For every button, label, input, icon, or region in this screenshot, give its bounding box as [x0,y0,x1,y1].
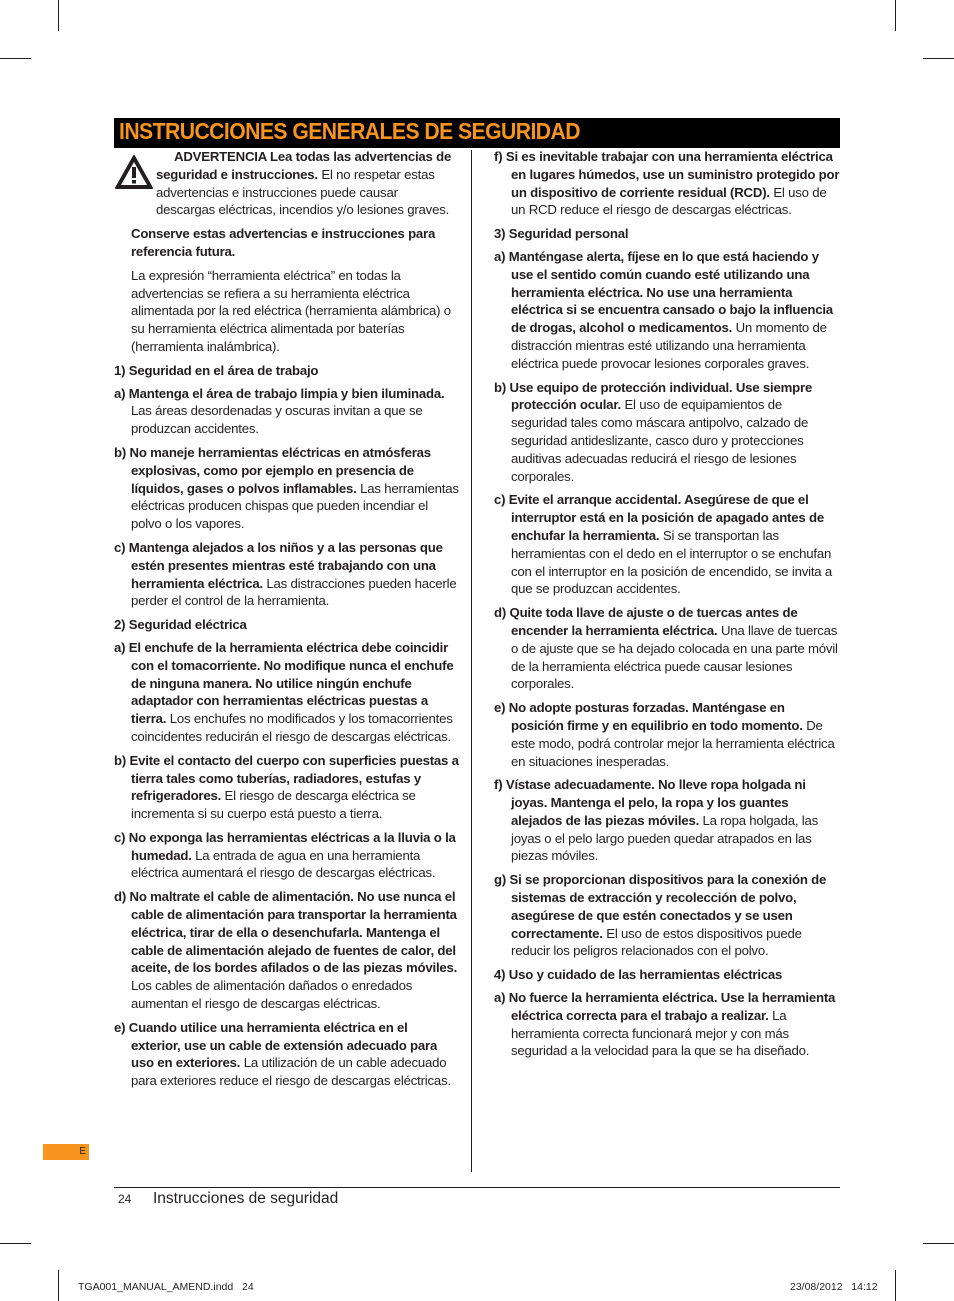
s1-list [114,385,459,617]
warning-text: El no respetar estas advertencias e instrucciones puede causar descargas eléctricas, incendios y/o lesiones graves. [156,166,450,218]
item-text: El uso de estos dispositivos puede reducir los peligros relacionados con el polvo. [511,925,802,959]
list-item [494,491,840,598]
list-item [494,379,840,486]
list-item [114,385,459,438]
list-item [114,539,459,610]
item-text: Los enchufes no modificados y los tomacorrientes coincidentes reducirán el riesgo de descargas eléctricas. [131,711,453,744]
list-item [494,989,840,1060]
crop-mark [0,1243,31,1244]
warning-triangle-icon [114,154,154,190]
page-title: INSTRUCCIONES GENERALES DE SEGURIDAD [119,118,580,144]
item-text: La entrada de agua en una herramienta eléctrica aumentará el riesgo de descargas eléctricas. [131,847,436,881]
item-bold-text: a) Mantenga el área de trabajo limpia y bien iluminada. [114,385,445,401]
crop-mark [895,0,896,31]
list-item [494,871,840,960]
item-bold-text: b) Evite el contacto del cuerpo con superficies puestas a tierra tales como tuberías, radiadores, estufas y refrigeradores. [114,752,459,804]
list-item [114,752,459,823]
list-item [114,639,459,746]
item-text: Los cables de alimentación dañados o enredados aumentan el riesgo de descargas eléctricas. [131,978,413,1012]
crop-mark [58,1270,59,1301]
item-bold-text: d) No maltrate el cable de alimentación. No use nunca el cable de alimentación para transportar la herramienta eléctrica, tirar de ella o desenchufarla. Mantenga el cable de alimentación alejado de fuentes de calor, del aceite, de los bordes afilados o de las piezas móviles. [114,889,458,976]
item-text: De este modo, podrá controlar mejor la herramienta eléctrica en situaciones inesperadas. [511,717,835,769]
list-item [494,604,840,693]
item-bold-text: c) Evite el arranque accidental. Asegúrese de que el interruptor está en la posición de apagado antes de enchufar la herramienta. [494,492,824,543]
language-tab: E [43,1144,89,1160]
right-column [494,148,840,1066]
s4-list [494,989,840,1066]
crop-mark [923,58,954,59]
item-text: La herramienta correcta funcionará mejor y con más seguridad a la velocidad para la que se ha diseñado. [511,1007,810,1059]
item-bold-text: d) Quite toda llave de ajuste o de tuercas antes de encender la herramienta eléctrica. [494,605,798,638]
crop-mark [895,1270,896,1301]
item-bold-text: f) Vístase adecuadamente. No lleve ropa holgada ni joyas. Mantenga el pelo, la ropa y los guantes alejados de las piezas móviles. [494,777,806,828]
footer-section-title: Instrucciones de seguridad [153,1190,339,1207]
list-item [114,444,459,533]
s2-list [114,639,459,1096]
item-bold-text: f) Si es inevitable trabajar con una herramienta eléctrica en lugares húmedos, use un suministro protegido por un dispositivo de corriente residual (RCD). [494,149,840,200]
title-bar [114,118,840,148]
column-divider [471,150,472,1172]
item-text: El uso de un RCD reduce el riesgo de descargas eléctricas. [511,184,827,218]
item-bold-text: e) Cuando utilice una herramienta eléctrica en el exterior, use un cable de extensión adecuado para uso en exteriores. [114,1019,438,1071]
crop-mark [58,0,59,31]
list-item [114,888,459,1013]
item-bold-text: b) Use equipo de protección individual. Use siempre protección ocular. [494,379,813,413]
item-text: Un momento de distracción mientras esté utilizando una herramienta eléctrica puede provocar lesiones corporales graves. [511,320,827,371]
item-bold-text: c) No exponga las herramientas eléctricas a la lluvia o la humedad. [114,829,456,863]
item-text: Una llave de tuercas o de ajuste que se ha dejado colocada en una parte móvil de la herramienta eléctrica puede causar lesiones corporales. [511,622,838,692]
item-bold-text: a) No fuerce la herramienta eléctrica. Use la herramienta eléctrica correcta para el trabajo a realizar. [494,990,836,1023]
warning-block [114,148,459,356]
section-heading-tool-use: 4) Uso y cuidado de las herramientas eléctricas [494,967,783,983]
item-bold-text: e) No adopte posturas forzadas. Manténgase en posición firme y en equilibrio en todo momento. [494,700,803,733]
item-bold-text: a) El enchufe de la herramienta eléctrica debe coincidir con el tomacorriente. No modifique nunca el enchufe de ninguna manera. No utilice ningún enchufe adaptador con herramientas eléctricas puestas a tierra. [114,639,454,727]
section-heading-personal: 3) Seguridad personal [494,226,629,242]
item-text: Si se transportan las herramientas con el dedo en el interruptor o se enchufan con el interruptor en la posición de encendido, se invita a que se produzcan accidentes. [511,527,833,597]
list-item [494,248,840,373]
item-text: El riesgo de descarga eléctrica se incrementa si su cuerpo está puesto a tierra. [131,788,416,822]
left-column [114,148,459,1096]
item-bold-text: a) Manténgase alerta, fíjese en lo que está haciendo y use el sentido común cuando esté utilizando una herramienta eléctrica. No use una herramienta eléctrica si se encuentra cansado o bajo la influencia de drogas, alcohol o medicamentos. [494,248,833,336]
list-item [114,1019,459,1090]
item-bold-text: c) Mantenga alejados a los niños y a las personas que estén presentes mientras esté trabajando con una herramienta eléctrica. [114,539,443,591]
list-item [494,776,840,865]
item-text: Las distracciones pueden hacerle perder el control de la herramienta. [131,575,457,609]
s3-list [494,248,840,966]
page-number: 24 [118,1192,132,1206]
crop-mark [0,58,31,59]
slug-date: 23/08/2012 14:12 [790,1281,878,1293]
footer-rule [114,1187,840,1188]
warning-paragraph [131,148,459,219]
list-item [494,148,840,219]
warning-bold-text: ADVERTENCIA Lea todas las advertencias de seguridad e instrucciones. [156,149,452,182]
conserve-note: Conserve estas advertencias e instrucciones para referencia futura. [131,226,436,259]
expression-paragraph: La expresión “herramienta eléctrica” en todas la advertencias se refiera a su herramienta eléctrica alimentada por la red eléctrica (herramienta alámbrica) o su herramienta eléctrica alimentada por baterías (herramienta inalámbrica). [131,267,451,354]
list-item [114,829,459,882]
item-text: La utilización de un cable adecuado para exteriores reduce el riesgo de descargas eléctricas. [131,1055,451,1089]
item-bold-text: b) No maneje herramientas eléctricas en atmósferas explosivas, como por ejemplo en presencia de líquidos, gases o polvos inflamables. [114,444,431,496]
item-text: Las herramientas eléctricas producen chispas que pueden incendiar el polvo o los vapores. [131,480,459,532]
crop-mark [923,1243,954,1244]
item-text: La ropa holgada, las joyas o el pelo largo pueden quedar atrapados en las piezas móviles. [511,812,819,864]
list-item [494,699,840,770]
item-bold-text: g) Si se proporcionan dispositivos para la conexión de sistemas de extracción y recolección de polvo, asegúrese de que estén conectados y se usen correctamente. [494,872,827,941]
slug-filename: TGA001_MANUAL_AMEND.indd 24 [78,1281,254,1293]
item-text: El uso de equipamientos de seguridad tales como máscara antipolvo, calzado de seguridad antideslizante, casco duro y protecciones auditivas adecuadas reducirá el riesgo de lesiones corporales. [511,397,809,484]
item-text: Las áreas desordenadas y oscuras invitan a que se produzcan accidentes. [131,403,423,437]
section-heading-electrical: 2) Seguridad eléctrica [114,617,247,633]
section-heading-work-area: 1) Seguridad en el área de trabajo [114,362,319,378]
